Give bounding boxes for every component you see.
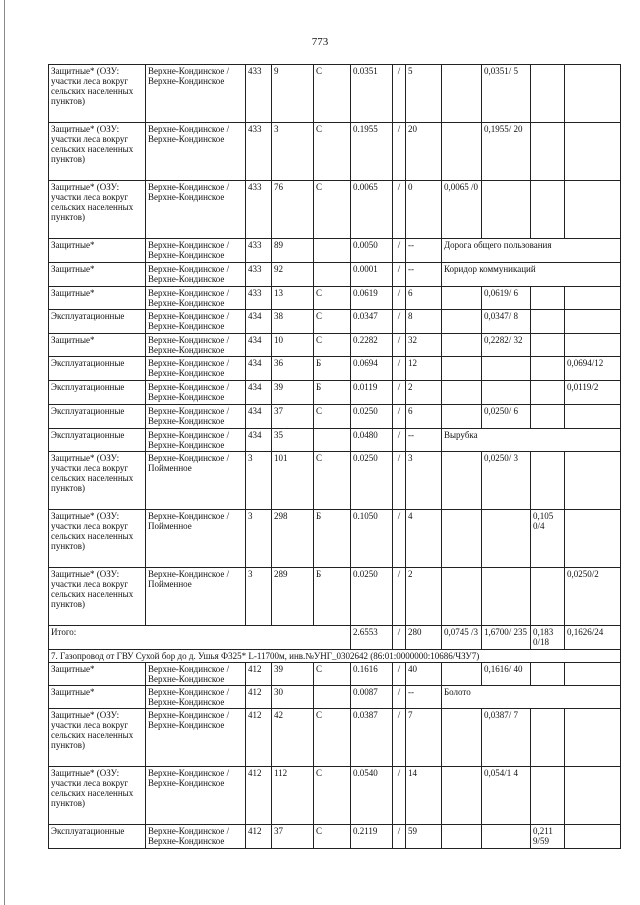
allotment-cell: 37 xyxy=(272,405,314,429)
area-cell: 0.0065 xyxy=(351,181,393,239)
quarter-cell: 433 xyxy=(246,239,272,263)
species-cell: С xyxy=(314,310,351,334)
allotment-cell: 289 xyxy=(272,568,314,626)
forestry-cell: Верхне-Кондинское / Верхне-Кондинское xyxy=(146,65,246,123)
forestry-cell: Верхне-Кондинское / Верхне-Кондинское xyxy=(146,181,246,239)
separator-cell: / xyxy=(393,334,406,357)
value-col-3-cell xyxy=(531,405,565,429)
allotment-cell: 92 xyxy=(272,263,314,287)
quarter-cell: 412 xyxy=(246,709,272,767)
volume-cell: -- xyxy=(406,239,442,263)
area-cell: 0.0619 xyxy=(351,287,393,310)
value-col-1-cell xyxy=(442,310,482,334)
value-col-2-cell: 0,054/1 4 xyxy=(482,767,531,825)
area-cell: 0.1616 xyxy=(351,663,393,686)
quarter-cell: 434 xyxy=(246,310,272,334)
species-cell: Б xyxy=(314,568,351,626)
area-cell: 0.2119 xyxy=(351,825,393,849)
quarter-cell: 434 xyxy=(246,334,272,357)
allotment-cell: 112 xyxy=(272,767,314,825)
category-cell: Защитные* (ОЗУ: участки леса вокруг сельских населенных пунктов) xyxy=(49,767,146,825)
separator-cell: / xyxy=(393,686,406,709)
quarter-cell: 412 xyxy=(246,767,272,825)
value-col-3-cell xyxy=(531,709,565,767)
area-cell: 0.0001 xyxy=(351,263,393,287)
allotment-cell: 89 xyxy=(272,239,314,263)
table-row xyxy=(49,357,621,381)
table-row xyxy=(49,181,621,239)
area-cell: 0.0347 xyxy=(351,310,393,334)
separator-cell: / xyxy=(393,452,406,510)
category-cell: Защитные* xyxy=(49,663,146,686)
quarter-cell: 3 xyxy=(246,452,272,510)
page-number: 773 xyxy=(311,36,329,48)
separator-cell: / xyxy=(393,181,406,239)
total-volume-cell: 280 xyxy=(406,626,442,650)
volume-cell: 2 xyxy=(406,568,442,626)
forestry-cell: Верхне-Кондинское / Верхне-Кондинское xyxy=(146,263,246,287)
note-cell: Болото xyxy=(442,686,621,709)
table-row xyxy=(49,405,621,429)
value-col-4-cell xyxy=(565,310,621,334)
volume-cell: 5 xyxy=(406,65,442,123)
forestry-cell: Верхне-Кондинское / Верхне-Кондинское xyxy=(146,767,246,825)
quarter-cell: 412 xyxy=(246,663,272,686)
value-col-1-cell xyxy=(442,510,482,568)
area-cell: 0.0119 xyxy=(351,381,393,405)
value-col-2-cell xyxy=(482,825,531,849)
category-cell: Защитные* (ОЗУ: участки леса вокруг сельских населенных пунктов) xyxy=(49,568,146,626)
allotment-cell: 101 xyxy=(272,452,314,510)
value-col-1-cell xyxy=(442,381,482,405)
allotment-cell: 42 xyxy=(272,709,314,767)
value-col-3-cell xyxy=(531,357,565,381)
total-col-2-cell: 1,6700/ 235 xyxy=(482,626,531,650)
table-row xyxy=(49,686,621,709)
value-col-3-cell xyxy=(531,568,565,626)
total-row xyxy=(49,626,621,650)
table-row xyxy=(49,825,621,849)
separator-cell: / xyxy=(393,767,406,825)
allotment-cell: 39 xyxy=(272,381,314,405)
volume-cell: 12 xyxy=(406,357,442,381)
value-col-3-cell xyxy=(531,181,565,239)
species-cell xyxy=(314,263,351,287)
volume-cell: 4 xyxy=(406,510,442,568)
volume-cell: -- xyxy=(406,686,442,709)
category-cell: Защитные* xyxy=(49,263,146,287)
value-col-4-cell xyxy=(565,663,621,686)
value-col-4-cell xyxy=(565,287,621,310)
quarter-cell: 433 xyxy=(246,181,272,239)
value-col-4-cell: 0,0694/12 xyxy=(565,357,621,381)
value-col-2-cell: 0,0351/ 5 xyxy=(482,65,531,123)
quarter-cell: 3 xyxy=(246,568,272,626)
forestry-cell: Верхне-Кондинское / Верхне-Кондинское xyxy=(146,381,246,405)
separator-cell: / xyxy=(393,381,406,405)
value-col-3-cell: 0,211 9/59 xyxy=(531,825,565,849)
forestry-cell: Верхне-Кондинское / Пойменное xyxy=(146,510,246,568)
species-cell: С xyxy=(314,287,351,310)
volume-cell: 8 xyxy=(406,310,442,334)
species-cell: С xyxy=(314,452,351,510)
quarter-cell: 3 xyxy=(246,510,272,568)
total-col-1-cell: 0,0745 /3 xyxy=(442,626,482,650)
quarter-cell: 434 xyxy=(246,405,272,429)
quarter-cell: 433 xyxy=(246,65,272,123)
note-cell: Вырубка xyxy=(442,429,621,452)
category-cell: Защитные* xyxy=(49,239,146,263)
area-cell: 0.0387 xyxy=(351,709,393,767)
forestry-cell: Верхне-Кондинское / Пойменное xyxy=(146,452,246,510)
allotment-cell: 30 xyxy=(272,686,314,709)
quarter-cell: 434 xyxy=(246,429,272,452)
allotment-cell: 9 xyxy=(272,65,314,123)
category-cell: Защитные* (ОЗУ: участки леса вокруг сельских населенных пунктов) xyxy=(49,123,146,181)
area-cell: 0.0694 xyxy=(351,357,393,381)
species-cell xyxy=(314,239,351,263)
value-col-1-cell xyxy=(442,767,482,825)
value-col-2-cell xyxy=(482,381,531,405)
area-cell: 0.1050 xyxy=(351,510,393,568)
species-cell: С xyxy=(314,709,351,767)
separator-cell: / xyxy=(393,568,406,626)
value-col-1-cell xyxy=(442,357,482,381)
quarter-cell: 412 xyxy=(246,686,272,709)
separator-cell: / xyxy=(393,709,406,767)
separator-cell: / xyxy=(393,263,406,287)
forestry-cell: Верхне-Кондинское / Верхне-Кондинское xyxy=(146,287,246,310)
value-col-1-cell xyxy=(442,334,482,357)
value-col-4-cell xyxy=(565,181,621,239)
forestry-cell: Верхне-Кондинское / Верхне-Кондинское xyxy=(146,239,246,263)
volume-cell: 0 xyxy=(406,181,442,239)
area-cell: 0.0351 xyxy=(351,65,393,123)
value-col-4-cell: 0,0250/2 xyxy=(565,568,621,626)
section-header-row xyxy=(49,650,621,663)
quarter-cell: 412 xyxy=(246,825,272,849)
value-col-4-cell xyxy=(565,510,621,568)
total-label-cell: Итого: xyxy=(49,626,351,650)
species-cell xyxy=(314,686,351,709)
value-col-4-cell xyxy=(565,767,621,825)
table-body xyxy=(49,65,621,849)
total-area-cell: 2.6553 xyxy=(351,626,393,650)
volume-cell: 40 xyxy=(406,663,442,686)
separator-cell: / xyxy=(393,123,406,181)
volume-cell: 6 xyxy=(406,287,442,310)
forestry-cell: Верхне-Кондинское / Верхне-Кондинское xyxy=(146,310,246,334)
value-col-3-cell xyxy=(531,767,565,825)
separator-cell: / xyxy=(393,405,406,429)
forest-plot-table xyxy=(48,64,621,849)
species-cell: С xyxy=(314,663,351,686)
separator-cell: / xyxy=(393,239,406,263)
value-col-3-cell xyxy=(531,663,565,686)
value-col-2-cell xyxy=(482,357,531,381)
value-col-2-cell xyxy=(482,568,531,626)
quarter-cell: 434 xyxy=(246,381,272,405)
volume-cell: 32 xyxy=(406,334,442,357)
value-col-4-cell xyxy=(565,709,621,767)
category-cell: Эксплуатационные xyxy=(49,405,146,429)
category-cell: Защитные* xyxy=(49,287,146,310)
area-cell: 0.0480 xyxy=(351,429,393,452)
value-col-3-cell xyxy=(531,334,565,357)
value-col-2-cell xyxy=(482,181,531,239)
note-cell: Коридор коммуникаций xyxy=(442,263,621,287)
area-cell: 0.0250 xyxy=(351,405,393,429)
note-cell: Дорога общего пользования xyxy=(442,239,621,263)
allotment-cell: 38 xyxy=(272,310,314,334)
area-cell: 0.0050 xyxy=(351,239,393,263)
volume-cell: -- xyxy=(406,263,442,287)
value-col-2-cell: 0,0250/ 3 xyxy=(482,452,531,510)
allotment-cell: 3 xyxy=(272,123,314,181)
species-cell xyxy=(314,429,351,452)
value-col-1-cell xyxy=(442,709,482,767)
value-col-4-cell xyxy=(565,452,621,510)
table-row xyxy=(49,334,621,357)
table-row xyxy=(49,568,621,626)
table-row xyxy=(49,663,621,686)
species-cell: С xyxy=(314,767,351,825)
value-col-1-cell xyxy=(442,123,482,181)
value-col-1-cell xyxy=(442,568,482,626)
value-col-3-cell xyxy=(531,287,565,310)
separator-cell: / xyxy=(393,825,406,849)
value-col-1-cell: 0,0065 /0 xyxy=(442,181,482,239)
scan-edge-line xyxy=(4,0,5,905)
value-col-1-cell xyxy=(442,452,482,510)
section-header-cell: 7. Газопровод от ГВУ Сухой бор до д. Ушья Ф325* L-11700м, инв.№УНГ_0302642 (86:01:0000000:10686/ЧЗУ7) xyxy=(49,650,621,663)
forestry-cell: Верхне-Кондинское / Пойменное xyxy=(146,568,246,626)
value-col-4-cell xyxy=(565,65,621,123)
value-col-3-cell xyxy=(531,123,565,181)
quarter-cell: 433 xyxy=(246,263,272,287)
quarter-cell: 433 xyxy=(246,123,272,181)
species-cell: Б xyxy=(314,510,351,568)
separator-cell: / xyxy=(393,663,406,686)
area-cell: 0.1955 xyxy=(351,123,393,181)
table-row xyxy=(49,709,621,767)
allotment-cell: 13 xyxy=(272,287,314,310)
value-col-2-cell: 0,1616/ 40 xyxy=(482,663,531,686)
separator-cell: / xyxy=(393,287,406,310)
table-row xyxy=(49,381,621,405)
value-col-4-cell xyxy=(565,405,621,429)
category-cell: Защитные* (ОЗУ: участки леса вокруг сельских населенных пунктов) xyxy=(49,452,146,510)
volume-cell: 3 xyxy=(406,452,442,510)
total-col-3-cell: 0,183 0/18 xyxy=(531,626,565,650)
separator-cell: / xyxy=(393,310,406,334)
value-col-4-cell xyxy=(565,334,621,357)
category-cell: Защитные* (ОЗУ: участки леса вокруг сельских населенных пунктов) xyxy=(49,181,146,239)
value-col-2-cell: 0,0250/ 6 xyxy=(482,405,531,429)
table-row xyxy=(49,65,621,123)
value-col-1-cell xyxy=(442,825,482,849)
forestry-cell: Верхне-Кондинское / Верхне-Кондинское xyxy=(146,709,246,767)
value-col-2-cell xyxy=(482,510,531,568)
area-cell: 0.0250 xyxy=(351,568,393,626)
allotment-cell: 298 xyxy=(272,510,314,568)
value-col-2-cell: 0,2282/ 32 xyxy=(482,334,531,357)
table-row xyxy=(49,429,621,452)
category-cell: Защитные* (ОЗУ: участки леса вокруг сельских населенных пунктов) xyxy=(49,510,146,568)
table-row xyxy=(49,263,621,287)
value-col-4-cell xyxy=(565,123,621,181)
species-cell: С xyxy=(314,123,351,181)
species-cell: С xyxy=(314,65,351,123)
category-cell: Эксплуатационные xyxy=(49,357,146,381)
area-cell: 0.0087 xyxy=(351,686,393,709)
value-col-3-cell xyxy=(531,381,565,405)
table-row xyxy=(49,767,621,825)
volume-cell: 6 xyxy=(406,405,442,429)
volume-cell: -- xyxy=(406,429,442,452)
quarter-cell: 434 xyxy=(246,357,272,381)
value-col-3-cell xyxy=(531,310,565,334)
volume-cell: 20 xyxy=(406,123,442,181)
forestry-cell: Верхне-Кондинское / Верхне-Кондинское xyxy=(146,334,246,357)
volume-cell: 59 xyxy=(406,825,442,849)
forestry-cell: Верхне-Кондинское / Верхне-Кондинское xyxy=(146,405,246,429)
forestry-cell: Верхне-Кондинское / Верхне-Кондинское xyxy=(146,357,246,381)
volume-cell: 7 xyxy=(406,709,442,767)
total-col-4-cell: 0,1626/24 xyxy=(565,626,621,650)
allotment-cell: 36 xyxy=(272,357,314,381)
category-cell: Эксплуатационные xyxy=(49,310,146,334)
quarter-cell: 433 xyxy=(246,287,272,310)
value-col-3-cell xyxy=(531,452,565,510)
species-cell: Б xyxy=(314,357,351,381)
allotment-cell: 10 xyxy=(272,334,314,357)
value-col-1-cell xyxy=(442,405,482,429)
table-row xyxy=(49,239,621,263)
separator-cell: / xyxy=(393,65,406,123)
volume-cell: 14 xyxy=(406,767,442,825)
category-cell: Защитные* xyxy=(49,334,146,357)
allotment-cell: 39 xyxy=(272,663,314,686)
category-cell: Защитные* (ОЗУ: участки леса вокруг сельских населенных пунктов) xyxy=(49,709,146,767)
species-cell: С xyxy=(314,334,351,357)
allotment-cell: 37 xyxy=(272,825,314,849)
volume-cell: 2 xyxy=(406,381,442,405)
forestry-cell: Верхне-Кондинское / Верхне-Кондинское xyxy=(146,825,246,849)
category-cell: Эксплуатационные xyxy=(49,429,146,452)
table-row xyxy=(49,510,621,568)
value-col-2-cell: 0,1955/ 20 xyxy=(482,123,531,181)
category-cell: Эксплуатационные xyxy=(49,825,146,849)
area-cell: 0.0250 xyxy=(351,452,393,510)
forestry-cell: Верхне-Кондинское / Верхне-Кондинское xyxy=(146,123,246,181)
species-cell: Б xyxy=(314,381,351,405)
value-col-2-cell: 0,0387/ 7 xyxy=(482,709,531,767)
species-cell: С xyxy=(314,181,351,239)
forestry-cell: Верхне-Кондинское / Верхне-Кондинское xyxy=(146,686,246,709)
forestry-cell: Верхне-Кондинское / Верхне-Кондинское xyxy=(146,663,246,686)
value-col-2-cell: 0,0619/ 6 xyxy=(482,287,531,310)
table-row xyxy=(49,123,621,181)
separator-cell: / xyxy=(393,357,406,381)
separator-cell: / xyxy=(393,429,406,452)
value-col-4-cell xyxy=(565,825,621,849)
allotment-cell: 35 xyxy=(272,429,314,452)
total-separator-cell: / xyxy=(393,626,406,650)
species-cell: С xyxy=(314,405,351,429)
area-cell: 0.2282 xyxy=(351,334,393,357)
value-col-3-cell xyxy=(531,65,565,123)
species-cell: С xyxy=(314,825,351,849)
table-row xyxy=(49,452,621,510)
value-col-1-cell xyxy=(442,65,482,123)
table-row xyxy=(49,287,621,310)
separator-cell: / xyxy=(393,510,406,568)
category-cell: Защитные* (ОЗУ: участки леса вокруг сельских населенных пунктов) xyxy=(49,65,146,123)
value-col-3-cell: 0,105 0/4 xyxy=(531,510,565,568)
forestry-cell: Верхне-Кондинское / Верхне-Кондинское xyxy=(146,429,246,452)
value-col-1-cell xyxy=(442,287,482,310)
table-row xyxy=(49,310,621,334)
area-cell: 0.0540 xyxy=(351,767,393,825)
value-col-1-cell xyxy=(442,663,482,686)
value-col-4-cell: 0,0119/2 xyxy=(565,381,621,405)
value-col-2-cell: 0,0347/ 8 xyxy=(482,310,531,334)
category-cell: Защитные* xyxy=(49,686,146,709)
allotment-cell: 76 xyxy=(272,181,314,239)
category-cell: Эксплуатационные xyxy=(49,381,146,405)
